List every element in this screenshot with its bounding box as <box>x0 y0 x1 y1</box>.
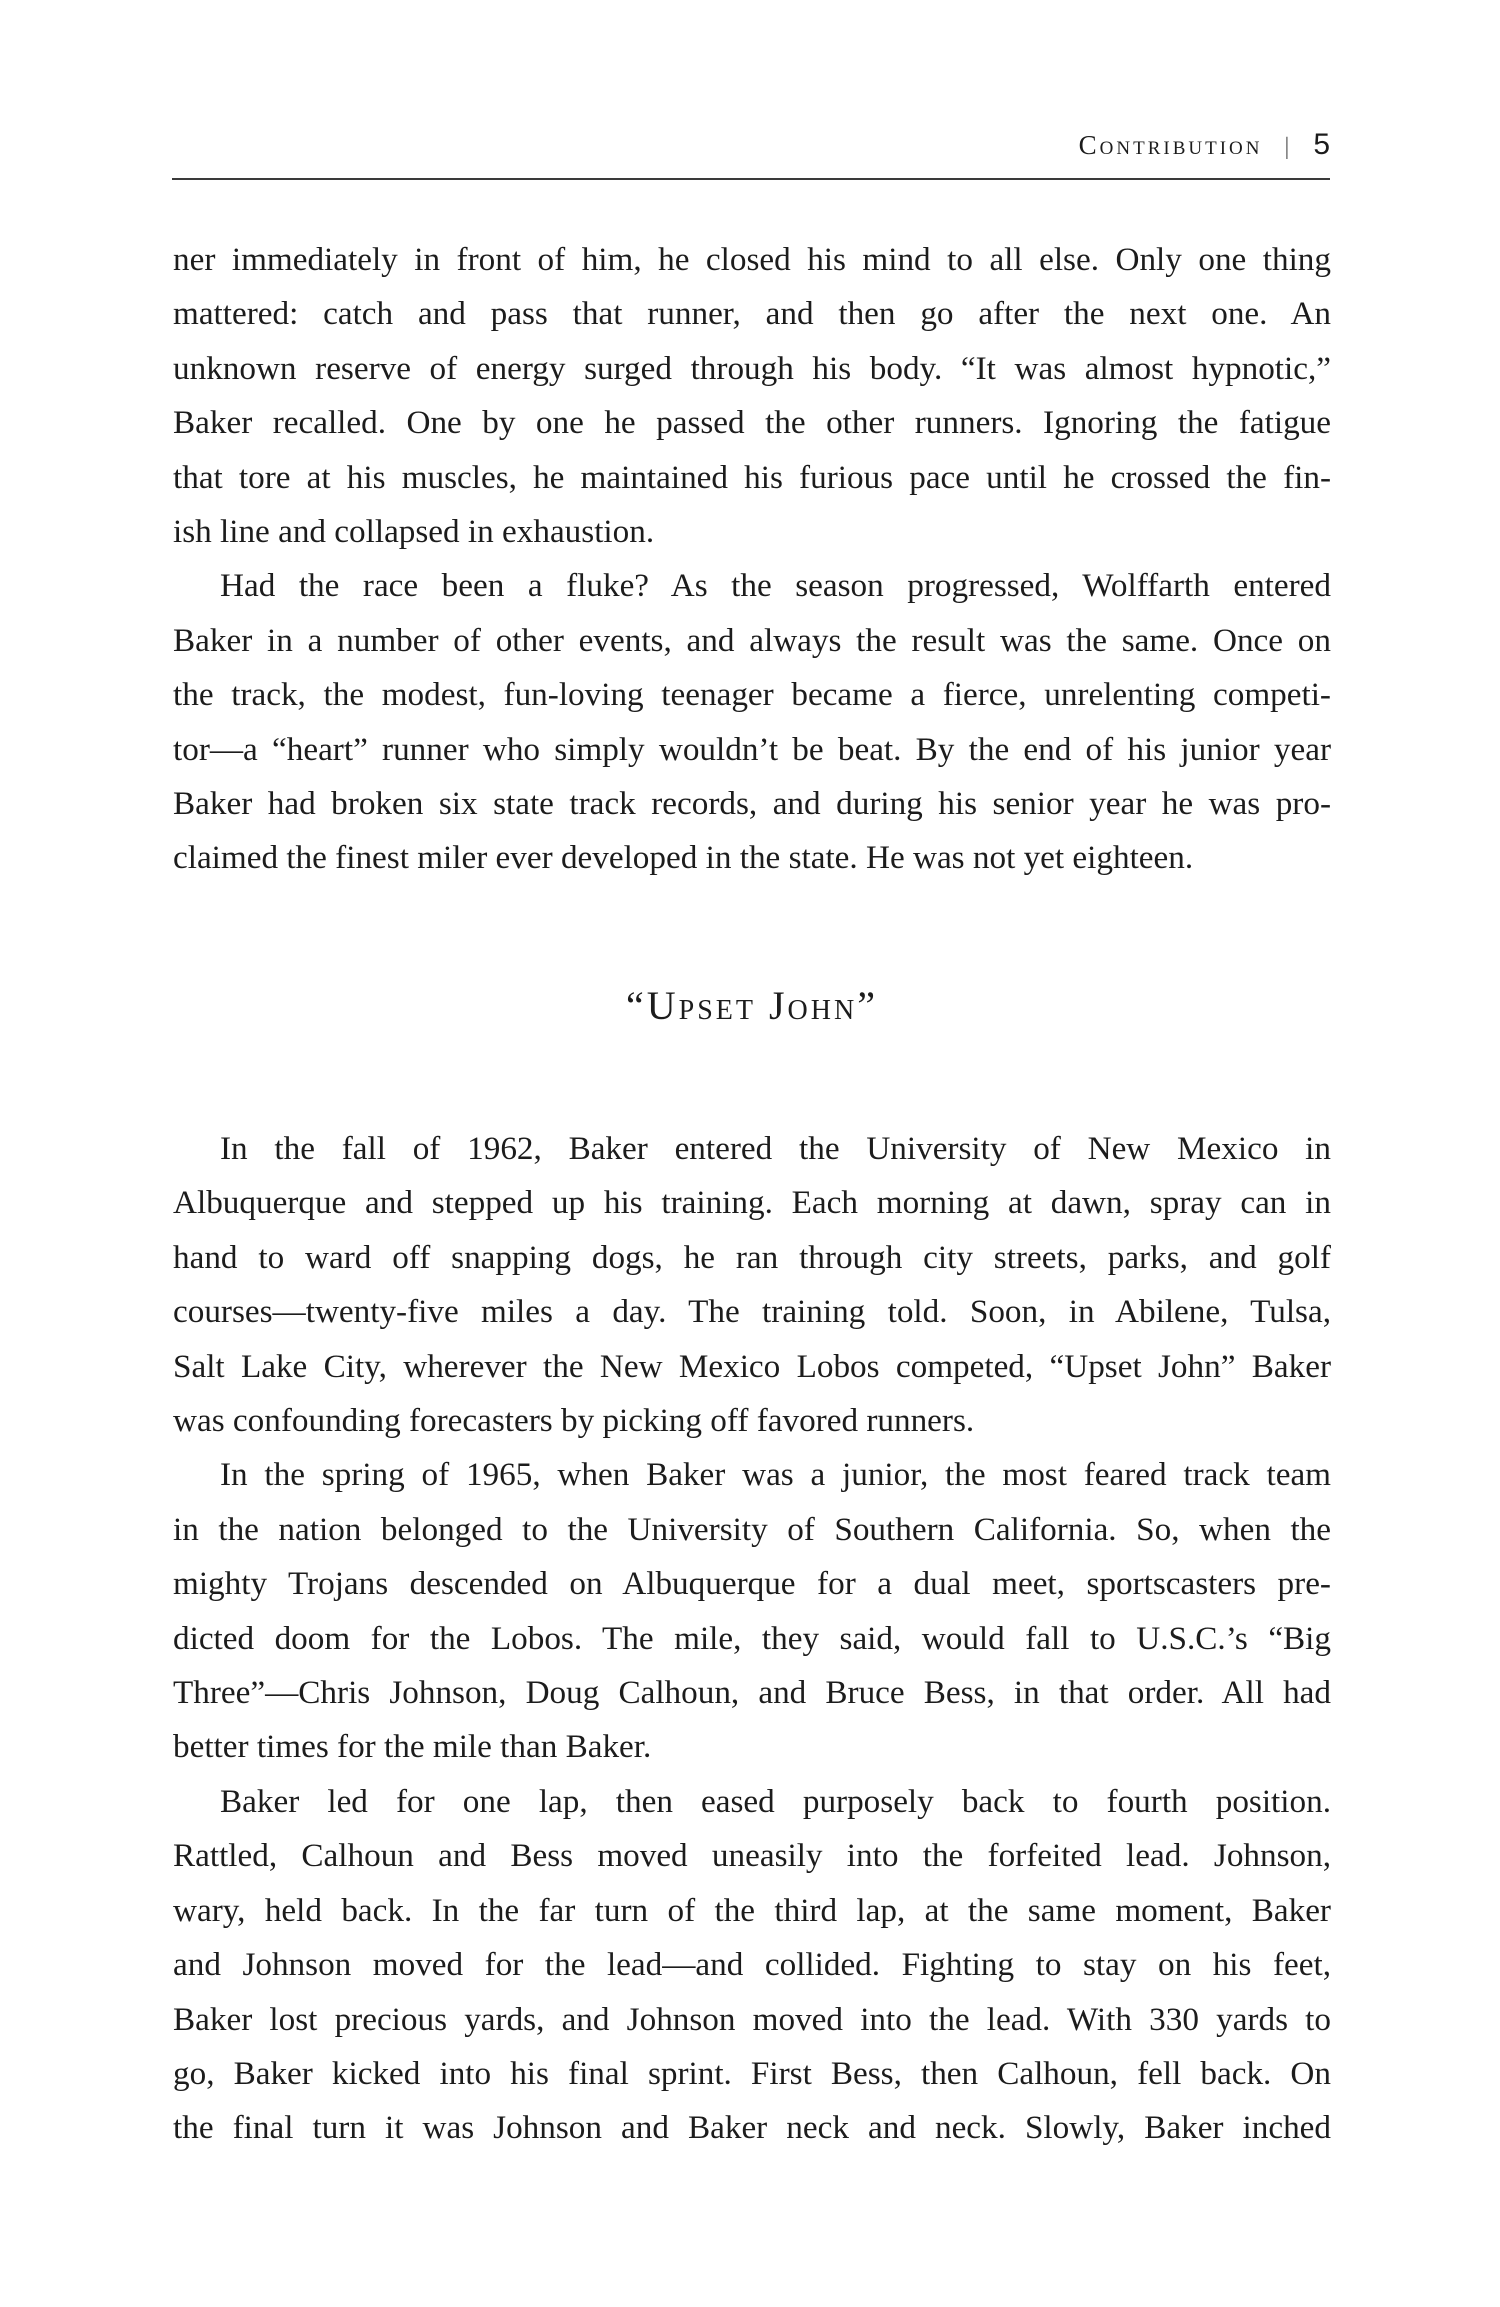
text-line: the track, the modest, fun-loving teenager became a fierce, unrelenting competi- <box>173 676 1331 714</box>
text-line: Albuquerque and stepped up his training. Each morning at dawn, spray can in <box>173 1184 1331 1222</box>
text-line: wary, held back. In the far turn of the third lap, at the same moment, Baker <box>173 1891 1331 1929</box>
text-line: Three”—Chris Johnson, Doug Calhoun, and Bruce Bess, in that order. All had <box>173 1674 1331 1712</box>
text-line: in the nation belonged to the University of Southern California. So, when the <box>173 1510 1331 1548</box>
text-line: In the fall of 1962, Baker entered the University of New Mexico in <box>220 1130 1331 1167</box>
text-line: ish line and collapsed in exhaustion. <box>173 513 655 551</box>
text-line: Baker recalled. One by one he passed the other runners. Ignoring the fatigue <box>173 404 1331 442</box>
text-line: that tore at his muscles, he maintained his furious pace until he crossed the fin- <box>173 458 1331 496</box>
paragraph <box>173 1775 1331 2156</box>
text-line: ner immediately in front of him, he closed his mind to all else. Only one thing <box>173 241 1331 278</box>
text-line: claimed the finest miler ever developed in the state. He was not yet eighteen. <box>173 839 1194 877</box>
text-line: mattered: catch and pass that runner, and then go after the next one. An <box>173 295 1331 333</box>
running-head <box>172 128 1330 168</box>
paragraph <box>173 559 1331 885</box>
paragraph <box>173 233 1331 559</box>
text-line: Baker lost precious yards, and Johnson moved into the lead. With 330 yards to <box>173 2000 1331 2038</box>
text-line: and Johnson moved for the lead—and collided. Fighting to stay on his feet, <box>173 1946 1331 1984</box>
paragraph <box>173 1122 1331 1448</box>
text-block-before-heading <box>173 233 1331 886</box>
running-head-section: Contribution <box>1078 130 1263 160</box>
text-line: better times for the mile than Baker. <box>173 1728 652 1766</box>
text-line: Baker had broken six state track records, and during his senior year he was pro- <box>173 785 1331 823</box>
text-line: hand to ward off snapping dogs, he ran through city streets, parks, and golf <box>173 1238 1331 1276</box>
text-line: the final turn it was Johnson and Baker neck and neck. Slowly, Baker inched <box>173 2109 1331 2147</box>
text-line: Rattled, Calhoun and Bess moved uneasily into the forfeited lead. Johnson, <box>173 1837 1331 1875</box>
page-number: 5 <box>1313 128 1330 161</box>
text-line: dicted doom for the Lobos. The mile, they said, would fall to U.S.C.’s “Big <box>173 1619 1331 1657</box>
text-line: Had the race been a fluke? As the season progressed, Wolffarth entered <box>220 567 1331 605</box>
text-line: courses—twenty-five miles a day. The training told. Soon, in Abilene, Tulsa, <box>173 1293 1331 1331</box>
running-head-separator: | <box>1284 134 1292 160</box>
text-line: Baker led for one lap, then eased purposely back to fourth position. <box>220 1782 1331 1820</box>
text-line: unknown reserve of energy surged through his body. “It was almost hypnotic,” <box>173 349 1331 387</box>
header-rule <box>172 178 1330 180</box>
text-line: In the spring of 1965, when Baker was a junior, the most feared track team <box>220 1456 1331 1494</box>
text-block-after-heading <box>173 1122 1331 2156</box>
text-line: was confounding forecasters by picking off favored runners. <box>173 1402 975 1440</box>
text-line: tor—a “heart” runner who simply wouldn’t be beat. By the end of his junior year <box>173 730 1331 768</box>
text-line: Baker in a number of other events, and always the result was the same. Once on <box>173 621 1331 659</box>
section-heading: “Upset John” <box>626 983 878 1028</box>
text-line: go, Baker kicked into his final sprint. First Bess, then Calhoun, fell back. On <box>173 2054 1331 2092</box>
text-line: Salt Lake City, wherever the New Mexico Lobos competed, “Upset John” Baker <box>173 1347 1331 1385</box>
text-line: mighty Trojans descended on Albuquerque for a dual meet, sportscasters pre- <box>173 1565 1331 1603</box>
paragraph <box>173 1448 1331 1774</box>
